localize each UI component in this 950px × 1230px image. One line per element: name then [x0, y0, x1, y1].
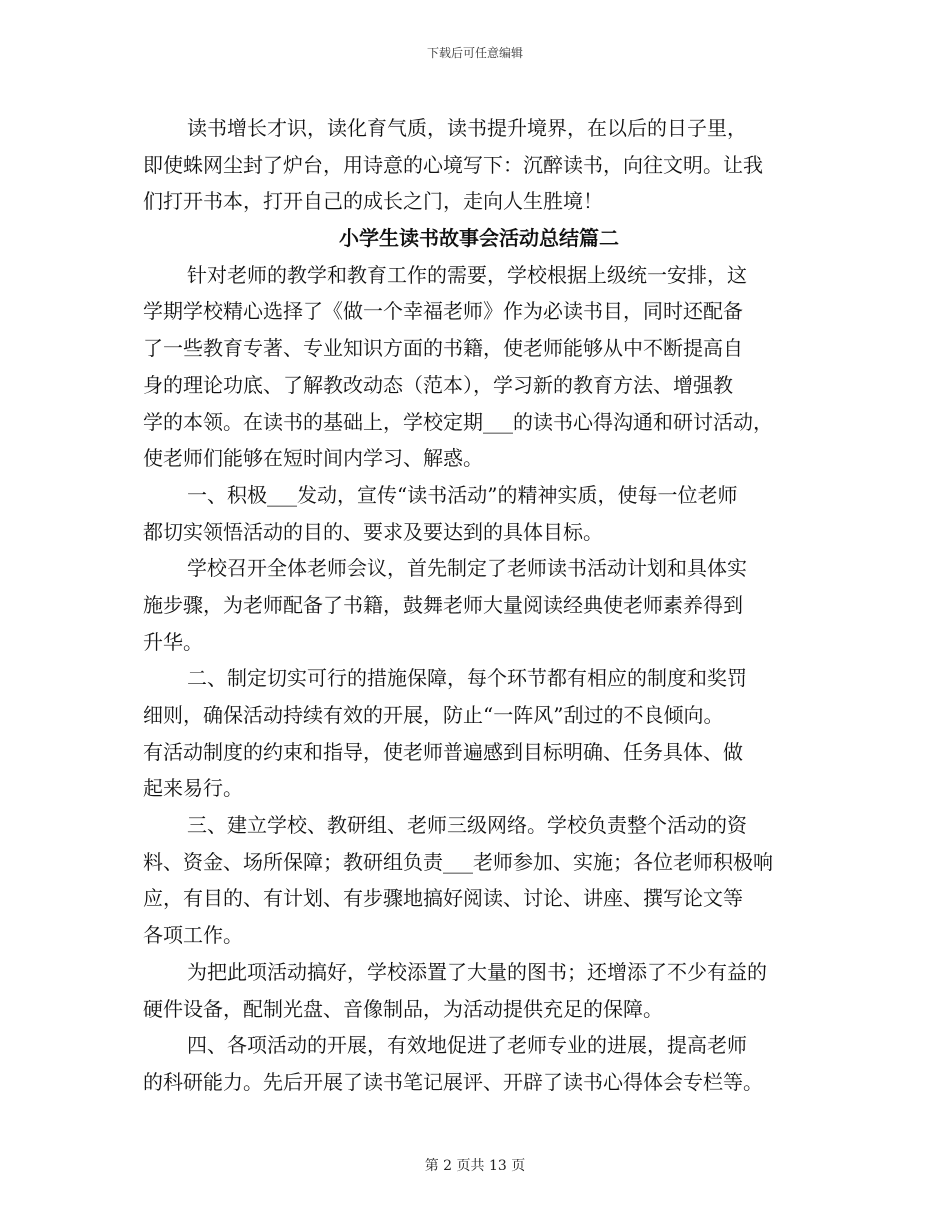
section-title: 小学生读书故事会活动总结篇二 [339, 226, 619, 251]
text-line: 硬件设备，配制光盘、音像制品，为活动提供充足的保障。 [143, 996, 663, 1021]
text-line: 们打开书本，打开自己的成长之门，走向人生胜境！ [143, 189, 603, 214]
page-header: 下载后可任意编辑 [426, 46, 523, 60]
text-line: 使老师们能够在短时间内学习、解惑。 [143, 446, 483, 471]
text-line: 二、制定切实可行的措施保障，每个环节都有相应的制度和奖罚 [187, 666, 747, 691]
text-line: 一、积极___发动，宣传“读书活动”的精神实质，使每一位老师 [187, 482, 738, 507]
text-line: 了一些教育专著、专业知识方面的书籍，使老师能够从中不断提高自 [143, 336, 743, 361]
text-line: 针对老师的教学和教育工作的需要，学校根据上级统一安排，这 [187, 262, 747, 287]
text-line: 应，有目的、有计划、有步骤地搞好阅读、讨论、讲座、撰写论文等 [143, 886, 743, 911]
text-line: 都切实领悟活动的目的、要求及要达到的具体目标。 [143, 519, 603, 544]
text-line: 读书增长才识，读化育气质，读书提升境界，在以后的日子里， [187, 116, 747, 140]
text-line: 身的理论功底、了解教改动态（范本），学习新的教育方法、增强教 [143, 372, 733, 397]
text-line: 为把此项活动搞好，学校添置了大量的图书；还增添了不少有益的 [187, 959, 767, 984]
text-line: 细则，确保活动持续有效的开展，防止“一阵风”刮过的不良倾向。 [143, 703, 724, 727]
page-footer: 第 2 页共 13 页 [424, 1158, 526, 1174]
text-line: 的科研能力。先后开展了读书笔记展评、开辟了读书心得体会专栏等。 [143, 1069, 763, 1094]
document-body [143, 110, 815, 1101]
text-line: 三、建立学校、教研组、老师三级网络。学校负责整个活动的资 [187, 813, 747, 838]
text-line: 各项工作。 [143, 923, 243, 948]
text-line: 学的本领。在读书的基础上，学校定期___的读书心得沟通和研讨活动， [143, 409, 773, 434]
text-line: 施步骤，为老师配备了书籍，鼓舞老师大量阅读经典使老师素养得到 [143, 592, 743, 617]
text-line: 即使蛛网尘封了炉台，用诗意的心境写下：沉醉读书，向往文明。让我 [143, 152, 763, 177]
text-line: 四、各项活动的开展，有效地促进了老师专业的进展，提高老师 [187, 1033, 747, 1058]
text-line: 学校召开全体老师会议，首先制定了老师读书活动计划和具体实 [187, 556, 747, 581]
text-line: 升华。 [143, 629, 203, 654]
text-line: 起来易行。 [143, 776, 243, 801]
text-line: 有活动制度的约束和指导，使老师普遍感到目标明确、任务具体、做 [143, 739, 743, 764]
text-line: 学期学校精心选择了《做一个幸福老师》作为必读书目，同时还配备 [143, 299, 743, 324]
text-line: 料、资金、场所保障；教研组负责___老师参加、实施；各位老师积极响 [143, 849, 773, 874]
